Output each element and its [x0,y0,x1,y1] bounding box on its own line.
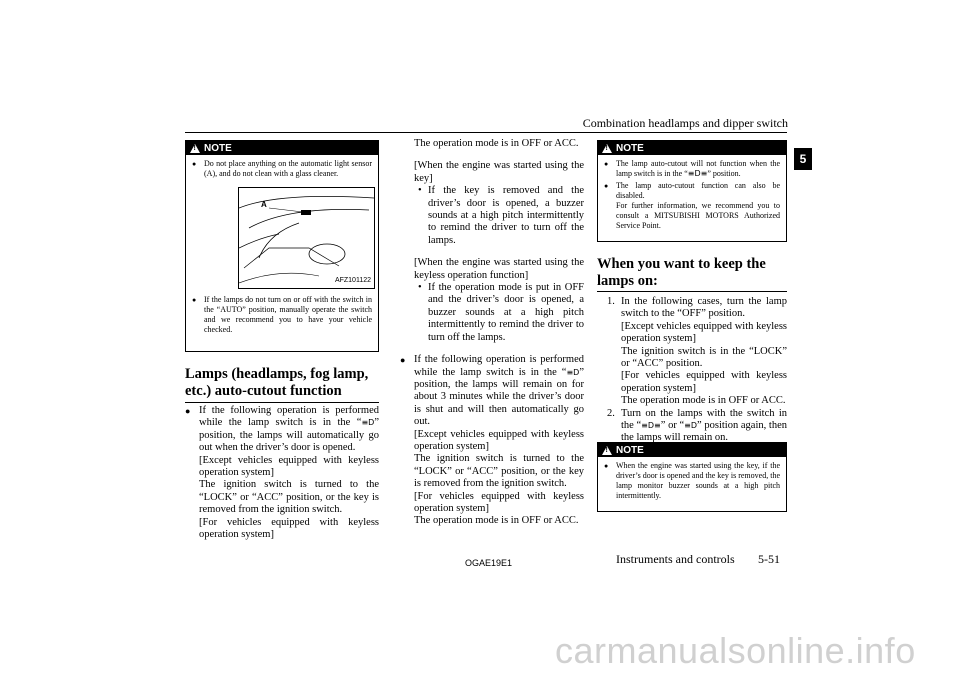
except-keyless: [Except vehicles equipped with keyless operation system] [199,454,379,479]
col2-body [400,138,584,528]
header-rule [185,132,787,133]
section-heading-auto-cutout [185,366,379,403]
figure-code: AFZ101122 [334,277,371,284]
note-header [598,141,786,155]
note-header [186,141,378,155]
note-header [598,443,786,457]
headlamp-icon: ≡D≡ [641,421,661,431]
section-title-line: etc.) auto-cutout function [185,383,342,399]
note-bullet: ● The lamp auto-cutout function can also be disabled. For further information, we recommend you to consult a MITSUBISHI MOTORS Authorized Service Point. [604,181,780,231]
note-bullet: ● When the engine was started using the key, if the driver’s door is opened and the key is removed, the lamp monitor buzzer sounds at a high pitch intermittently. [604,461,780,501]
for-keyless: [For vehicles equipped with keyless operation system] [414,490,584,514]
warning-icon [190,144,200,153]
note-box-cutout [597,140,787,242]
footer-section: Instruments and controls [616,552,735,566]
section-heading-keep-on [597,256,787,292]
note-bullet: ● The lamp auto-cutout will not function when the lamp switch is in the “≡D≡” position. [604,159,780,179]
col3-body [597,296,787,445]
parking-lamp-icon: ≡D [566,367,580,377]
footer-code: OGAE19E1 [465,558,513,568]
for-keyless: [For vehicles equipped with keyless operation system] [199,516,379,541]
note-box-sensor [185,140,379,352]
note-box-buzzer [597,442,787,512]
watermark: carmanualsonline.info [555,630,916,671]
windshield-sensor-illustration [239,188,374,288]
except-keyless: [Except vehicles equipped with keyless operation system] [414,428,584,452]
warning-icon [602,144,612,153]
body-bullet: ● If the following operation is performed while the lamp switch is in the “≡D” position, the lamps will remain on for about 3 minutes while the driver’s door is shut and will then automatically go out. [Except vehicles equipped with keyless operation system] The ignition switch is turned to the “LOCK” or “ACC” position, or the key is removed from the ignition switch. [For vehicles equipped with keyless operation system] The operation mode is in OFF or ACC. [400,354,584,528]
section-title-line: lamps on: [597,273,658,289]
note-bullet: ● If the lamps do not turn on or off with the switch in the “AUTO” position, manually operate the switch and we recommend you to have your vehicle checked. [192,295,372,335]
body-bullet: ● If the following operation is performed while the lamp switch is in the “≡D” position, the lamps will automatically go out when the driver’s door is opened. [Except vehicles equipped with keyless operation system] The ignition switch is turned to the “LOCK” or “ACC” position, or the key is removed from the ignition switch. [For vehicles equipped with keyless operation system] [185,405,379,541]
parking-lamp-icon: ≡D [684,421,698,431]
numbered-item: 2. Turn on the lamps with the switch in the “≡D≡” or “≡D” position again, then the lamps will remain on. [607,407,787,444]
headlamp-icon: ≡D≡ [687,169,708,178]
mode-text: The operation mode is in OFF or ACC. [414,515,579,527]
title-rule [185,402,379,403]
when-key: [When the engine was started using the key] [414,160,584,184]
running-head: Combination headlamps and dipper switch [582,116,788,130]
section-title-line: When you want to keep the [597,256,766,272]
note-label: NOTE [616,142,644,154]
windshield-figure [238,187,375,289]
when-keyless: [When the engine was started using the keyless operation function] [414,257,584,281]
ignition-text: The ignition switch is turned to the “LOCK” or “ACC” position, or the key is removed from the ignition switch. [199,479,379,516]
warning-icon [602,446,612,455]
note-label: NOTE [616,444,644,456]
note-label: NOTE [204,142,232,154]
title-rule [597,291,787,292]
section-title-line: Lamps (headlamps, fog lamp, [185,366,369,382]
note-bullet: ● Do not place anything on the automatic light sensor (A), and do not clean with a glass cleaner. [192,159,372,179]
figure-label-a: A [261,200,267,209]
auto-lamp-icon: ≡D [361,418,375,428]
key-sub: • If the key is removed and the driver’s door is opened, a buzzer sounds at a high pitch intermittently to remind the driver to turn off the lamps. [418,185,584,247]
footer-page: 5-51 [758,552,780,566]
chapter-tab: 5 [794,148,812,170]
col1-body [185,405,379,541]
ignition-text: The ignition switch is turned to the “LOCK” or “ACC” position, or the key is removed from the ignition switch. [414,453,584,490]
keyless-sub: • If the operation mode is put in OFF and the driver’s door is opened, a buzzer sounds at a high pitch intermittently to remind the driver to turn off the lamps. [418,282,584,344]
numbered-item: 1. In the following cases, turn the lamp switch to the “OFF” position. [Except vehicles equipped with keyless operation system] The ignition switch is in the “LOCK” or “ACC” position. [For vehicles equipped with keyless operation system] The operation mode is in OFF or ACC. [607,296,787,407]
mode-text: The operation mode is in OFF or ACC. [414,138,579,149]
